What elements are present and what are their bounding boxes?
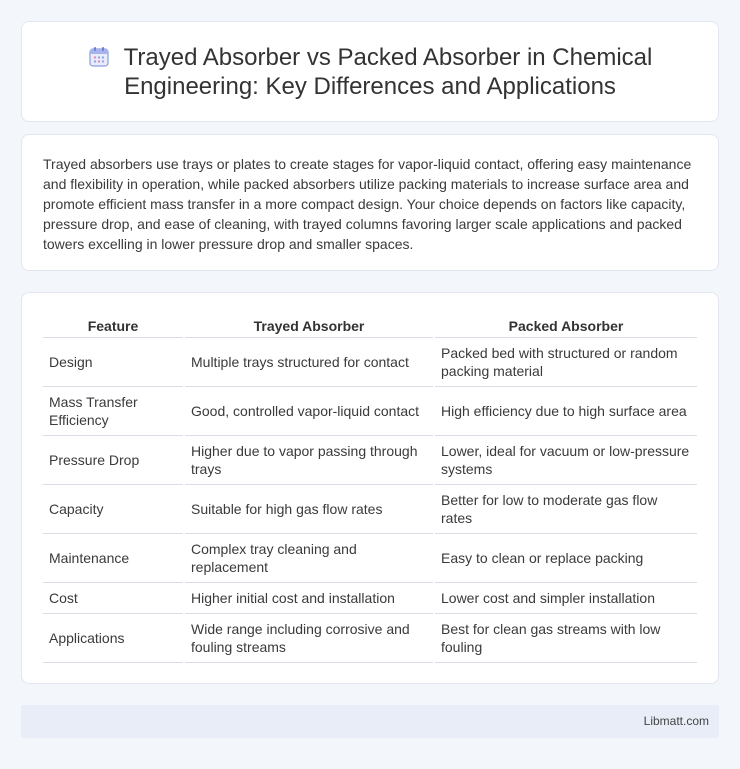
feature-cell: Mass Transfer Efficiency	[43, 387, 183, 436]
trayed-cell: Multiple trays structured for contact	[185, 338, 433, 387]
feature-cell: Pressure Drop	[43, 436, 183, 485]
table-row	[43, 387, 697, 436]
title-wrap	[22, 43, 718, 101]
feature-cell: Maintenance	[43, 534, 183, 583]
trayed-cell: Higher due to vapor passing through trays	[185, 436, 433, 485]
column-header-packed: Packed Absorber	[435, 314, 697, 338]
feature-cell: Design	[43, 338, 183, 387]
feature-cell: Cost	[43, 583, 183, 614]
feature-cell: Capacity	[43, 485, 183, 534]
summary-card	[21, 134, 719, 271]
packed-cell: Lower cost and simpler installation	[435, 583, 697, 614]
table-row	[43, 534, 697, 583]
trayed-cell: Higher initial cost and installation	[185, 583, 433, 614]
table-row	[43, 614, 697, 663]
table-header-row	[43, 314, 697, 338]
calendar-icon	[88, 46, 110, 68]
packed-cell: Better for low to moderate gas flow rates	[435, 485, 697, 534]
table-row	[43, 436, 697, 485]
table-row	[43, 485, 697, 534]
packed-cell: Packed bed with structured or random packing material	[435, 338, 697, 387]
packed-cell: Easy to clean or replace packing	[435, 534, 697, 583]
comparison-card	[21, 292, 719, 684]
trayed-cell: Good, controlled vapor-liquid contact	[185, 387, 433, 436]
packed-cell: Lower, ideal for vacuum or low-pressure systems	[435, 436, 697, 485]
footer-brand[interactable]: Libmatt.com	[643, 714, 709, 728]
trayed-cell: Complex tray cleaning and replacement	[185, 534, 433, 583]
table-row	[43, 583, 697, 614]
trayed-cell: Suitable for high gas flow rates	[185, 485, 433, 534]
column-header-feature: Feature	[43, 314, 183, 338]
summary-paragraph: Trayed absorbers use trays or plates to create stages for vapor-liquid contact, offering easy maintenance and flexibility in operation, while packed absorbers utilize packing materials to increase surface area and promote efficient mass transfer in a more compact design. Your choice depends on factors like capacity, pressure drop, and ease of cleaning, with trayed columns favoring larger scale applications and packed towers excelling in lower pressure drop and smaller spaces.	[43, 156, 692, 252]
packed-cell: High efficiency due to high surface area	[435, 387, 697, 436]
packed-cell: Best for clean gas streams with low fouling	[435, 614, 697, 663]
comparison-table	[41, 314, 699, 663]
table-row	[43, 338, 697, 387]
footer	[21, 705, 719, 738]
page-title	[62, 43, 678, 101]
title-card	[21, 21, 719, 122]
trayed-cell: Wide range including corrosive and fouling streams	[185, 614, 433, 663]
feature-cell: Applications	[43, 614, 183, 663]
column-header-trayed: Trayed Absorber	[185, 314, 433, 338]
page-title-text: Trayed Absorber vs Packed Absorber in Chemical Engineering: Key Differences and Applications	[123, 43, 653, 100]
